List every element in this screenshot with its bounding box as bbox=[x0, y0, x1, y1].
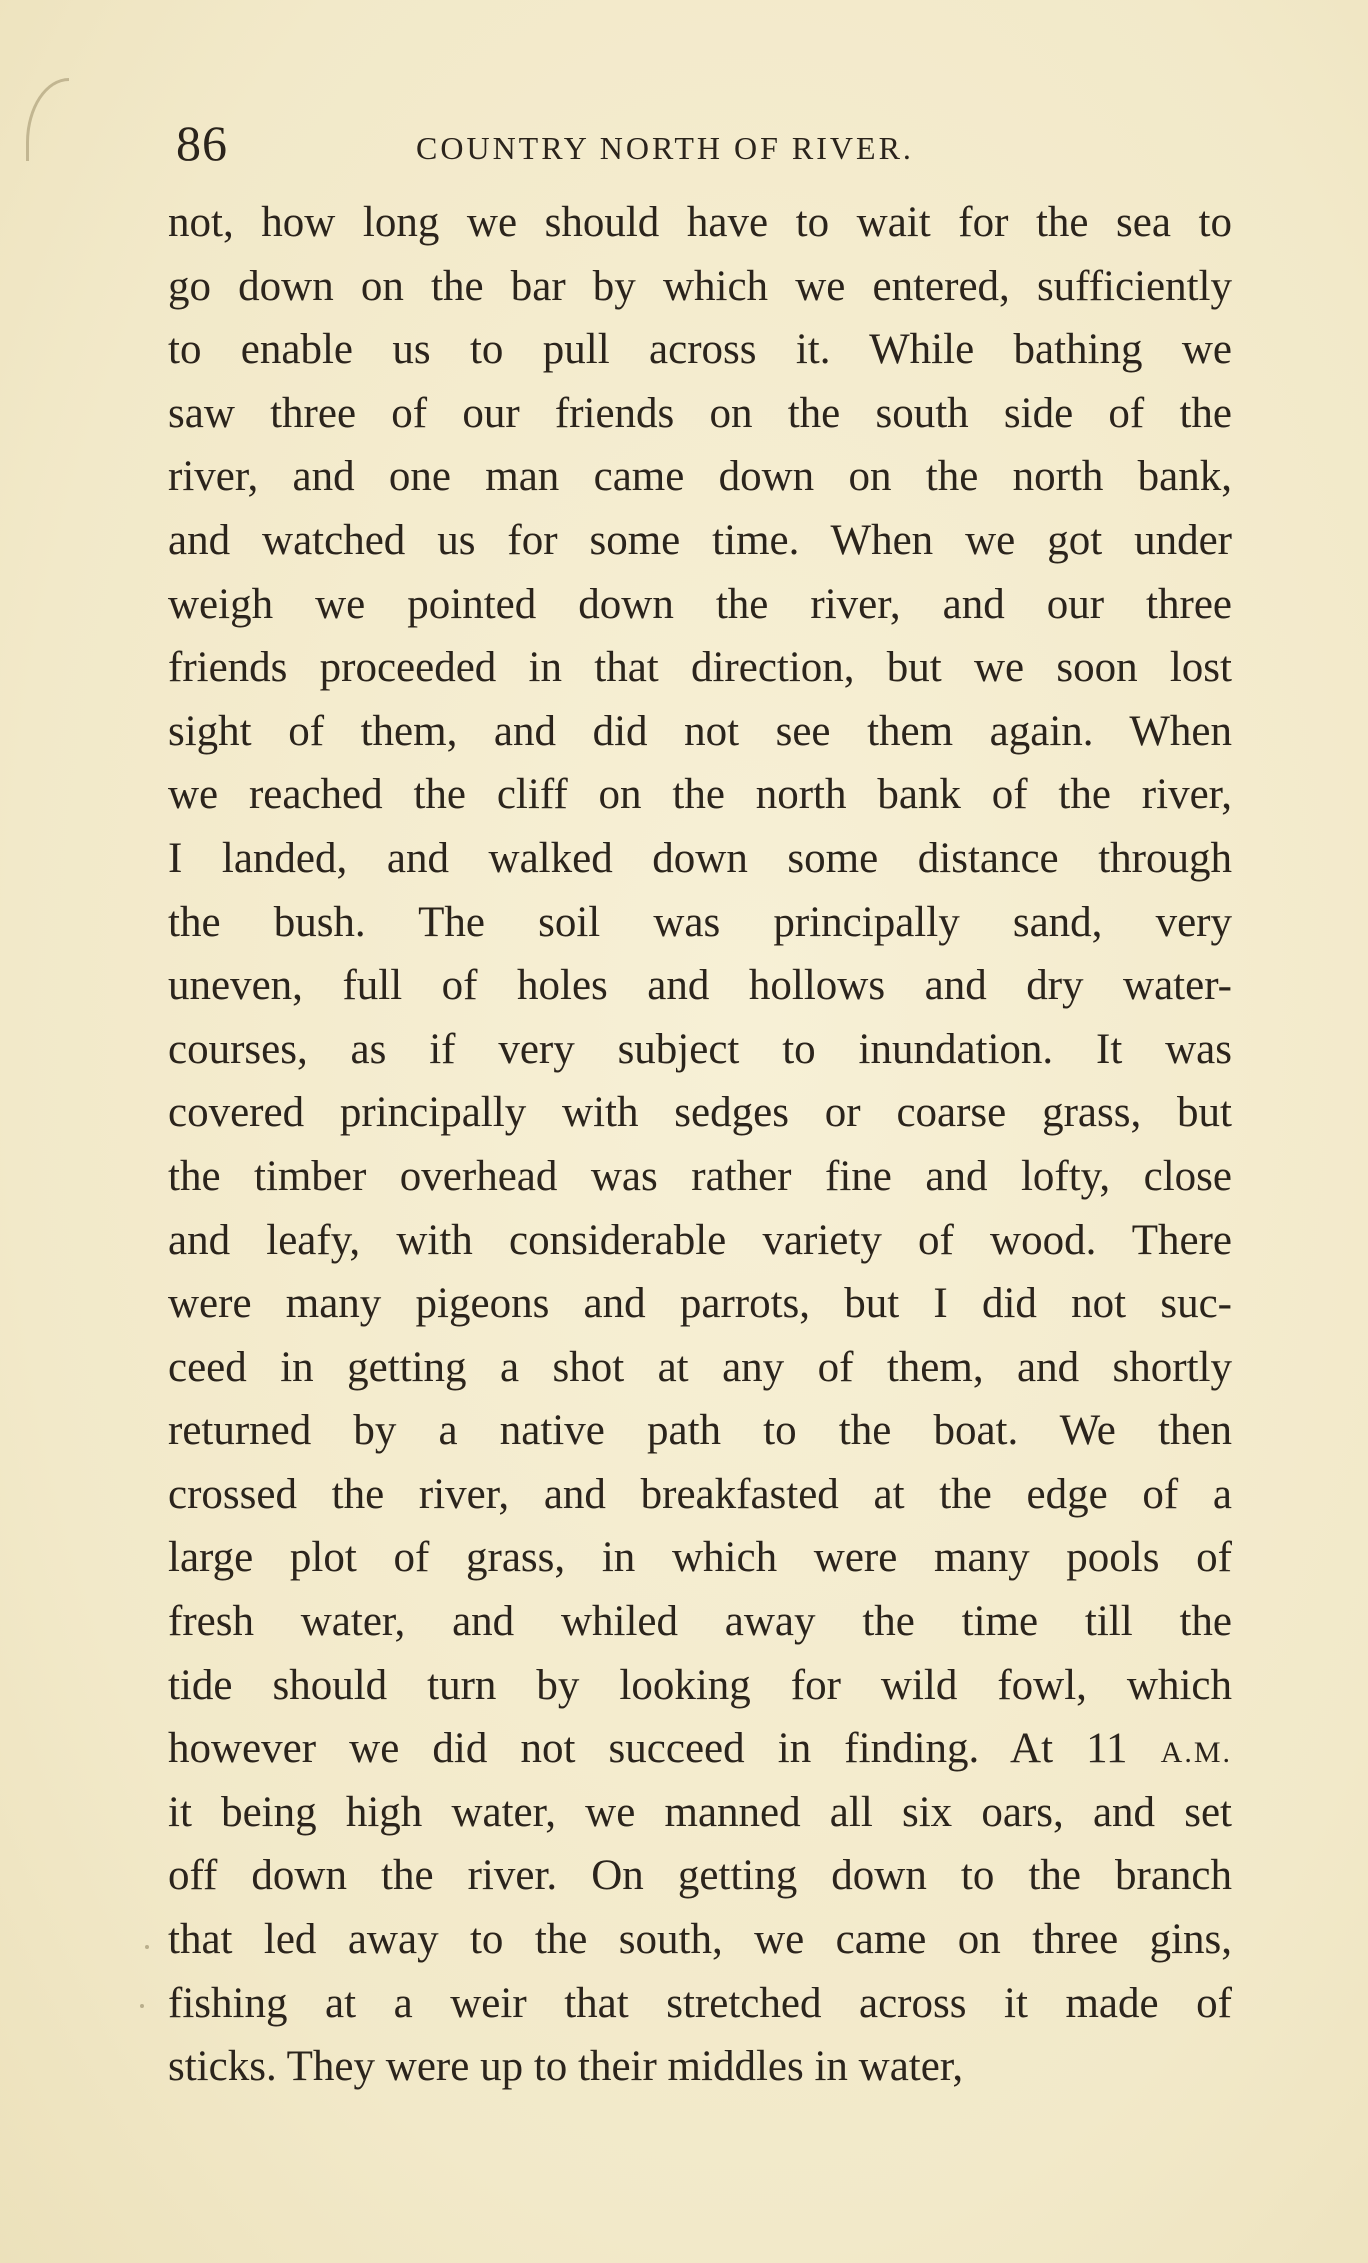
text-line-with-time bbox=[168, 1717, 1232, 1781]
margin-speck bbox=[140, 2004, 144, 2008]
text-line-main: however we did not succeed in finding. At 11 bbox=[168, 1725, 1128, 1773]
text-line: uneven, full of holes and hollows and dry water- bbox=[168, 962, 1232, 1010]
text-line: large plot of grass, in which were many pools of bbox=[168, 1534, 1232, 1582]
margin-speck bbox=[145, 1945, 149, 1949]
text-line: go down on the bar by which we entered, sufficiently bbox=[168, 262, 1232, 310]
page-edge-mark bbox=[26, 78, 69, 161]
text-line: weigh we pointed down the river, and our three bbox=[168, 580, 1232, 628]
text-line: the bush. The soil was principally sand, very bbox=[168, 898, 1232, 946]
text-line: friends proceeded in that direction, but we soon lost bbox=[168, 644, 1232, 692]
running-title: COUNTRY NORTH OF RIVER. bbox=[416, 130, 914, 166]
text-line: river, and one man came down on the north bank, bbox=[168, 453, 1232, 501]
text-line: to enable us to pull across it. While bathing we bbox=[168, 326, 1232, 374]
text-line: and leafy, with considerable variety of wood. There bbox=[168, 1216, 1232, 1264]
text-line: off down the river. On getting down to the branch bbox=[168, 1852, 1232, 1900]
text-line: sticks. They were up to their middles in water, bbox=[168, 2043, 964, 2091]
text-line: and watched us for some time. When we got under bbox=[168, 516, 1232, 564]
time-suffix: A.M. bbox=[1160, 1736, 1232, 1770]
text-line: were many pigeons and parrots, but I did not suc- bbox=[168, 1280, 1232, 1328]
text-line: that led away to the south, we came on three gins, bbox=[168, 1916, 1232, 1964]
text-line: not, how long we should have to wait for the sea to bbox=[168, 199, 1232, 246]
text-line: fishing at a weir that stretched across it made of bbox=[168, 1979, 1232, 2027]
text-line: the timber overhead was rather fine and lofty, close bbox=[168, 1152, 1232, 1200]
text-line: returned by a native path to the boat. We then bbox=[168, 1407, 1232, 1455]
body-text bbox=[168, 191, 1232, 2099]
text-line: saw three of our friends on the south side of the bbox=[168, 389, 1232, 437]
text-line: courses, as if very subject to inundation. It was bbox=[168, 1025, 1232, 1073]
text-line: covered principally with sedges or coarse grass, but bbox=[168, 1089, 1232, 1137]
text-line: tide should turn by looking for wild fowl, which bbox=[168, 1661, 1232, 1709]
text-line: sight of them, and did not see them again. When bbox=[168, 707, 1232, 755]
text-line: we reached the cliff on the north bank of the river, bbox=[168, 771, 1232, 819]
running-head bbox=[168, 108, 1228, 178]
text-line: crossed the river, and breakfasted at the edge of a bbox=[168, 1470, 1232, 1518]
page-number: 86 bbox=[176, 115, 228, 171]
text-line: fresh water, and whiled away the time till the bbox=[168, 1598, 1232, 1646]
text-line: it being high water, we manned all six oars, and set bbox=[168, 1788, 1232, 1836]
text-line: ceed in getting a shot at any of them, and shortly bbox=[168, 1343, 1232, 1391]
text-line: I landed, and walked down some distance through bbox=[168, 834, 1232, 882]
